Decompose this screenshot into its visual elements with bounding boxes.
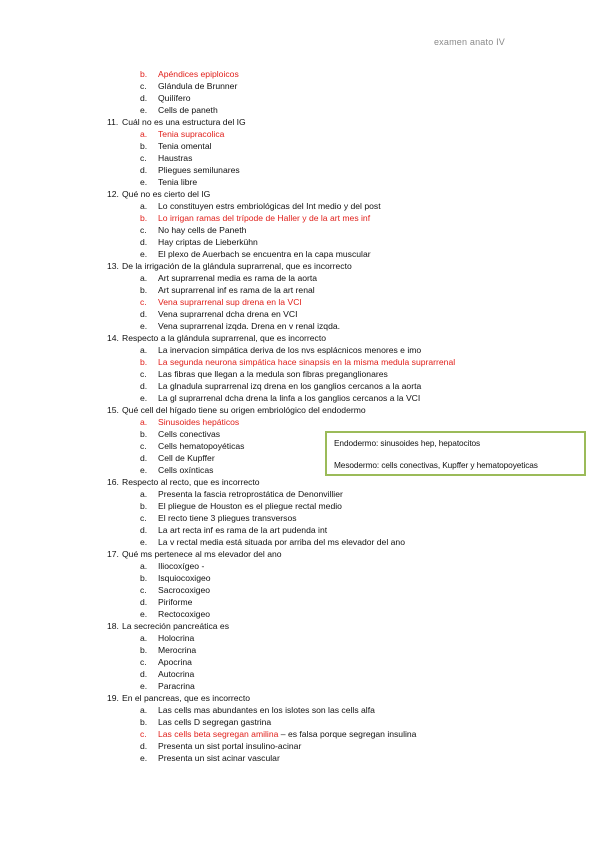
- option-letter: b.: [140, 213, 148, 223]
- question-stem: [0, 260, 599, 272]
- option-letter: d.: [140, 237, 148, 247]
- answer-option: [0, 500, 599, 512]
- option-text: Vena suprarrenal sup drena en la VCI: [158, 297, 302, 307]
- answer-option: [0, 668, 599, 680]
- option-text: Lo constituyen estrs embriológicas del Int medio y del post: [158, 201, 381, 211]
- question-text: La secreción pancreática es: [122, 621, 230, 631]
- option-text: Rectocoxigeo: [158, 609, 211, 619]
- question-number: 17.: [107, 549, 119, 559]
- option-letter: b.: [140, 357, 148, 367]
- answer-option: [0, 656, 599, 668]
- question-number: 13.: [107, 261, 119, 271]
- answer-option: [0, 536, 599, 548]
- option-letter: c.: [140, 297, 147, 307]
- answer-option: [0, 164, 599, 176]
- question-number: 11.: [107, 117, 119, 127]
- option-text: Presenta un sist acinar vascular: [158, 753, 280, 763]
- option-text: Cells oxínticas: [158, 465, 214, 475]
- option-text: La gl suprarrenal dcha drena la linfa a los ganglios cercanos a la VCI: [158, 393, 421, 403]
- option-text: Tenia omental: [158, 141, 212, 151]
- answer-option: [0, 296, 599, 308]
- question-stem: [0, 692, 599, 704]
- option-text: Presenta la fascia retroprostática de Denonvillier: [158, 489, 343, 499]
- option-comment: – es falsa porque segregan insulina: [278, 729, 417, 739]
- question-number: 16.: [107, 477, 119, 487]
- note-line-mesodermo: Mesodermo: cells conectivas, Kupffer y hematopoyeticas: [334, 460, 538, 470]
- option-text: Cells de paneth: [158, 105, 218, 115]
- option-letter: e.: [140, 105, 148, 115]
- option-letter: c.: [140, 153, 147, 163]
- option-text: Cells conectivas: [158, 429, 221, 439]
- option-letter: b.: [140, 141, 148, 151]
- option-text: Las cells beta segregan amilina: [158, 729, 279, 739]
- option-letter: c.: [140, 657, 147, 667]
- answer-option: [0, 716, 599, 728]
- document-header: examen anato IV: [433, 37, 505, 47]
- option-letter: c.: [140, 585, 147, 595]
- answer-option: [0, 320, 599, 332]
- option-letter: d.: [140, 741, 148, 751]
- answer-option: [0, 200, 599, 212]
- answer-option: [0, 560, 599, 572]
- option-text: La art recta inf es rama de la art pudenda int: [158, 525, 328, 535]
- answer-option: [0, 488, 599, 500]
- option-letter: e.: [140, 537, 148, 547]
- option-letter: e.: [140, 465, 148, 475]
- option-letter: c.: [140, 513, 147, 523]
- option-letter: d.: [140, 165, 148, 175]
- answer-option: [0, 128, 599, 140]
- option-text: Presenta un sist portal insulino-acinar: [158, 741, 302, 751]
- answer-option: [0, 380, 599, 392]
- question-stem: [0, 188, 599, 200]
- option-text: Lo irrigan ramas del trípode de Haller y de la art mes inf: [158, 213, 371, 223]
- answer-option: [0, 740, 599, 752]
- question-number: 19.: [107, 693, 119, 703]
- option-text: Cells hematopoyéticas: [158, 441, 245, 451]
- answer-option: [0, 752, 599, 764]
- option-text: La glnadula suprarrenal izq drena en los ganglios cercanos a la aorta: [158, 381, 422, 391]
- option-letter: d.: [140, 669, 148, 679]
- answer-option: [0, 284, 599, 296]
- answer-option: [0, 596, 599, 608]
- option-letter: b.: [140, 501, 148, 511]
- answer-option: [0, 416, 599, 428]
- option-text: Apocrina: [158, 657, 192, 667]
- option-letter: c.: [140, 369, 147, 379]
- option-text: El plexo de Auerbach se encuentra en la capa muscular: [158, 249, 371, 259]
- answer-option: [0, 308, 599, 320]
- answer-option: [0, 524, 599, 536]
- question-list: [0, 68, 599, 764]
- option-letter: a.: [140, 273, 148, 283]
- question-stem: [0, 116, 599, 128]
- option-text: Autocrina: [158, 669, 195, 679]
- answer-option: [0, 92, 599, 104]
- question-number: 18.: [107, 621, 119, 631]
- question-text: Qué cell del hígado tiene su origen embriológico del endodermo: [122, 405, 366, 415]
- option-text: Quilífero: [158, 93, 191, 103]
- option-letter: b.: [140, 717, 148, 727]
- option-text: Sinusoides hepáticos: [158, 417, 240, 427]
- note-line-endodermo: Endodermo: sinusoides hep, hepatocitos: [334, 438, 481, 448]
- option-letter: d.: [140, 597, 148, 607]
- option-letter: d.: [140, 93, 148, 103]
- question-stem: [0, 620, 599, 632]
- option-letter: e.: [140, 249, 148, 259]
- answer-option: [0, 512, 599, 524]
- option-text: Isquiocoxigeo: [158, 573, 211, 583]
- question-stem: [0, 404, 599, 416]
- question-text: Qué ms pertenece al ms elevador del ano: [122, 549, 282, 559]
- answer-option: [0, 356, 599, 368]
- option-letter: b.: [140, 285, 148, 295]
- answer-option: [0, 644, 599, 656]
- option-text: Art suprarrenal inf es rama de la art renal: [158, 285, 315, 295]
- note-box: [325, 431, 586, 476]
- option-text: Haustras: [158, 153, 193, 163]
- option-letter: e.: [140, 393, 148, 403]
- answer-option: [0, 632, 599, 644]
- option-text: Cell de Kupffer: [158, 453, 215, 463]
- answer-option: [0, 236, 599, 248]
- option-letter: a.: [140, 489, 148, 499]
- option-text: La segunda neurona simpática hace sinapsis en la misma medula suprarrenal: [158, 357, 456, 367]
- option-letter: c.: [140, 441, 147, 451]
- option-letter: c.: [140, 729, 147, 739]
- answer-option: [0, 680, 599, 692]
- option-text: Art suprarrenal media es rama de la aorta: [158, 273, 318, 283]
- answer-option: [0, 392, 599, 404]
- answer-option: [0, 224, 599, 236]
- answer-option: [0, 728, 599, 740]
- question-text: Qué no es cierto del IG: [122, 189, 211, 199]
- option-letter: a.: [140, 633, 148, 643]
- option-letter: b.: [140, 69, 148, 79]
- answer-option: [0, 68, 599, 80]
- option-text: Vena suprarrenal dcha drena en VCI: [158, 309, 298, 319]
- question-text: Respecto a la glándula suprarrenal, que es incorrecto: [122, 333, 326, 343]
- option-letter: e.: [140, 681, 148, 691]
- question-text: En el pancreas, que es incorrecto: [122, 693, 251, 703]
- option-text: Tenia libre: [158, 177, 198, 187]
- option-text: Holocrina: [158, 633, 195, 643]
- option-letter: a.: [140, 201, 148, 211]
- option-letter: b.: [140, 645, 148, 655]
- question-stem: [0, 332, 599, 344]
- question-number: 14.: [107, 333, 119, 343]
- option-text: Piriforme: [158, 597, 193, 607]
- option-text: Iliocoxígeo -: [158, 561, 205, 571]
- option-letter: e.: [140, 177, 148, 187]
- answer-option: [0, 272, 599, 284]
- option-text: Tenia supracolica: [158, 129, 225, 139]
- option-text: Las cells D segregan gastrina: [158, 717, 272, 727]
- answer-option: [0, 176, 599, 188]
- option-letter: c.: [140, 81, 147, 91]
- option-letter: a.: [140, 417, 148, 427]
- option-letter: e.: [140, 321, 148, 331]
- question-stem: [0, 476, 599, 488]
- question-number: 15.: [107, 405, 119, 415]
- option-text: Merocrina: [158, 645, 197, 655]
- answer-option: [0, 608, 599, 620]
- option-text: El pliegue de Houston es el pliegue rectal medio: [158, 501, 342, 511]
- option-text: Las cells mas abundantes en los islotes son las cells alfa: [158, 705, 375, 715]
- answer-option: [0, 212, 599, 224]
- option-letter: d.: [140, 453, 148, 463]
- option-letter: b.: [140, 573, 148, 583]
- option-text: Las fibras que llegan a la medula son fibras preganglionares: [158, 369, 388, 379]
- answer-option: [0, 80, 599, 92]
- option-letter: e.: [140, 609, 148, 619]
- option-text: Hay criptas de Lieberkühn: [158, 237, 258, 247]
- option-letter: c.: [140, 225, 147, 235]
- option-text: Glándula de Brunner: [158, 81, 238, 91]
- question-text: Respecto al recto, que es incorrecto: [122, 477, 260, 487]
- question-number: 12.: [107, 189, 119, 199]
- option-text: Vena suprarrenal izqda. Drena en v renal izqda.: [158, 321, 341, 331]
- option-text: No hay cells de Paneth: [158, 225, 247, 235]
- option-letter: a.: [140, 129, 148, 139]
- option-letter: a.: [140, 705, 148, 715]
- answer-option: [0, 584, 599, 596]
- option-text: La inervacion simpática deriva de los nvs esplácnicos menores e imo: [158, 345, 422, 355]
- option-letter: d.: [140, 309, 148, 319]
- option-text: Pliegues semilunares: [158, 165, 240, 175]
- option-letter: a.: [140, 345, 148, 355]
- answer-option: [0, 368, 599, 380]
- question-text: De la irrigación de la glándula suprarrenal, que es incorrecto: [122, 261, 352, 271]
- option-text: Apéndices epiploicos: [158, 69, 239, 79]
- answer-option: [0, 248, 599, 260]
- option-letter: a.: [140, 561, 148, 571]
- question-text: Cuál no es una estructura del IG: [122, 117, 246, 127]
- option-text: Sacrocoxigeo: [158, 585, 211, 595]
- answer-option: [0, 704, 599, 716]
- question-stem: [0, 548, 599, 560]
- option-letter: d.: [140, 381, 148, 391]
- option-letter: e.: [140, 753, 148, 763]
- answer-option: [0, 344, 599, 356]
- answer-option: [0, 104, 599, 116]
- answer-option: [0, 140, 599, 152]
- answer-option: [0, 572, 599, 584]
- answer-option: [0, 152, 599, 164]
- option-text: Paracrina: [158, 681, 195, 691]
- option-letter: b.: [140, 429, 148, 439]
- option-text: El recto tiene 3 pliegues transversos: [158, 513, 297, 523]
- option-letter: d.: [140, 525, 148, 535]
- option-text: La v rectal media está situada por arriba del ms elevador del ano: [158, 537, 405, 547]
